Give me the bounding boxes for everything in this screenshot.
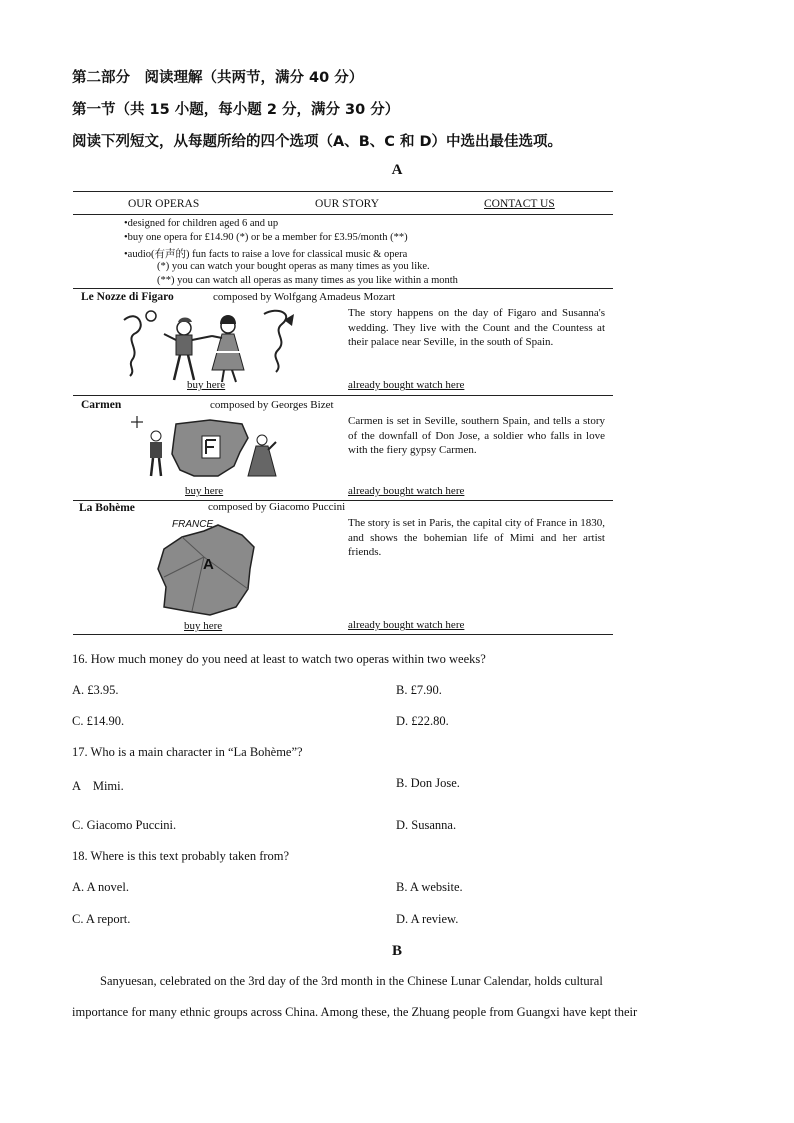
buy-link-boheme[interactable]: buy here — [184, 620, 223, 632]
opera-title-figaro: Le Nozze di Figaro — [81, 291, 174, 303]
buy-link-figaro[interactable]: buy here — [187, 379, 226, 391]
watch-link-carmen[interactable]: already bought watch here — [348, 485, 465, 497]
watch-link-boheme[interactable]: already bought watch here — [348, 619, 465, 631]
question-18-option-c[interactable]: C. A report. — [72, 912, 131, 926]
nav-contact-us[interactable]: CONTACT US — [484, 198, 555, 210]
description-boheme: The story is set in Paris, the capital city of France in 1830, and shows the bohemian life of Mimi and her artist friends. — [348, 517, 605, 558]
question-18-option-b[interactable]: B. A website. — [396, 880, 463, 894]
passage-b-line: importance for many ethnic groups across China. Among these, the Zhuang people from Guangxi have kept their — [72, 1005, 638, 1019]
nav-our-operas[interactable]: OUR OPERAS — [128, 198, 200, 210]
question-17-option-d[interactable]: D. Susanna. — [396, 818, 457, 832]
question-16-stem: 16. How much money do you need at least to watch two operas within two weeks? — [72, 652, 486, 666]
question-16-option-a[interactable]: A. £3.95. — [72, 683, 119, 697]
france-map-label: FRANCE — [172, 519, 214, 530]
passage-a-letter: A — [391, 162, 403, 178]
nav-our-story[interactable]: OUR STORY — [315, 198, 380, 210]
question-18-stem: 18. Where is this text probably taken from? — [72, 849, 290, 863]
question-17-option-c[interactable]: C. Giacomo Puccini. — [72, 818, 177, 832]
feature-note: (**) you can watch all operas as many times as you like within a month — [157, 275, 458, 286]
question-17-stem: 17. Who is a main character in “La Bohème”? — [72, 745, 303, 759]
feature-bullet: •audio(有声的) fun facts to raise a love for classical music & opera — [124, 249, 408, 260]
feature-bullet: •designed for children aged 6 and up — [124, 218, 279, 229]
watch-link-figaro[interactable]: already bought watch here — [348, 379, 465, 391]
section-rule — [73, 288, 613, 289]
question-18-option-d[interactable]: D. A review. — [396, 912, 459, 926]
question-16-option-c[interactable]: C. £14.90. — [72, 714, 125, 728]
question-16-option-d[interactable]: D. £22.80. — [396, 714, 449, 728]
section-rule — [73, 395, 613, 396]
composer-carmen: composed by Georges Bizet — [210, 399, 334, 411]
section-heading: 第一节（共 15 小题，每小题 2 分，满分 30 分） — [72, 102, 400, 118]
question-17-option-b[interactable]: B. Don Jose. — [396, 776, 460, 790]
description-carmen: Carmen is set in Seville, southern Spain, and tells a story of the downfall of Don Jose, a soldier who falls in love with the fiery gypsy Carmen. — [348, 415, 605, 456]
composer-figaro: composed by Wolfgang Amadeus Mozart — [213, 291, 396, 303]
question-17-option-a[interactable]: A Mimi. — [72, 779, 124, 793]
instruction-text: 阅读下列短文，从每题所给的四个选项（A、B、C 和 D）中选出最佳选项。 — [72, 134, 563, 150]
france-map-marker: A — [203, 556, 214, 573]
figaro-dancers-illustration — [118, 306, 298, 388]
top-rule — [73, 191, 613, 192]
feature-bullet: •buy one opera for £14.90 (*) or be a member for £3.95/month (**) — [124, 232, 408, 243]
question-16-option-b[interactable]: B. £7.90. — [396, 683, 442, 697]
passage-b-letter: B — [391, 943, 402, 959]
buy-link-carmen[interactable]: buy here — [185, 485, 224, 497]
question-18-option-a[interactable]: A. A novel. — [72, 880, 129, 894]
feature-note: (*) you can watch your bought operas as many times as you like. — [157, 261, 430, 272]
spain-map-illustration — [130, 414, 280, 486]
nav-rule — [73, 214, 613, 215]
passage-b-line: Sanyuesan, celebrated on the 3rd day of the 3rd month in the Chinese Lunar Calendar, holds cultural — [100, 974, 603, 988]
composer-boheme: composed by Giacomo Puccini — [208, 501, 346, 513]
description-figaro: The story happens on the day of Figaro and Susanna's wedding. They live with the Count and the Countess at their palace near Seville, in the south of Spain. — [348, 307, 605, 348]
opera-title-boheme: La Bohème — [79, 502, 135, 514]
bottom-rule — [73, 634, 613, 635]
part-heading: 第二部分 阅读理解（共两节，满分 40 分） — [72, 70, 364, 86]
opera-title-carmen: Carmen — [81, 399, 122, 411]
